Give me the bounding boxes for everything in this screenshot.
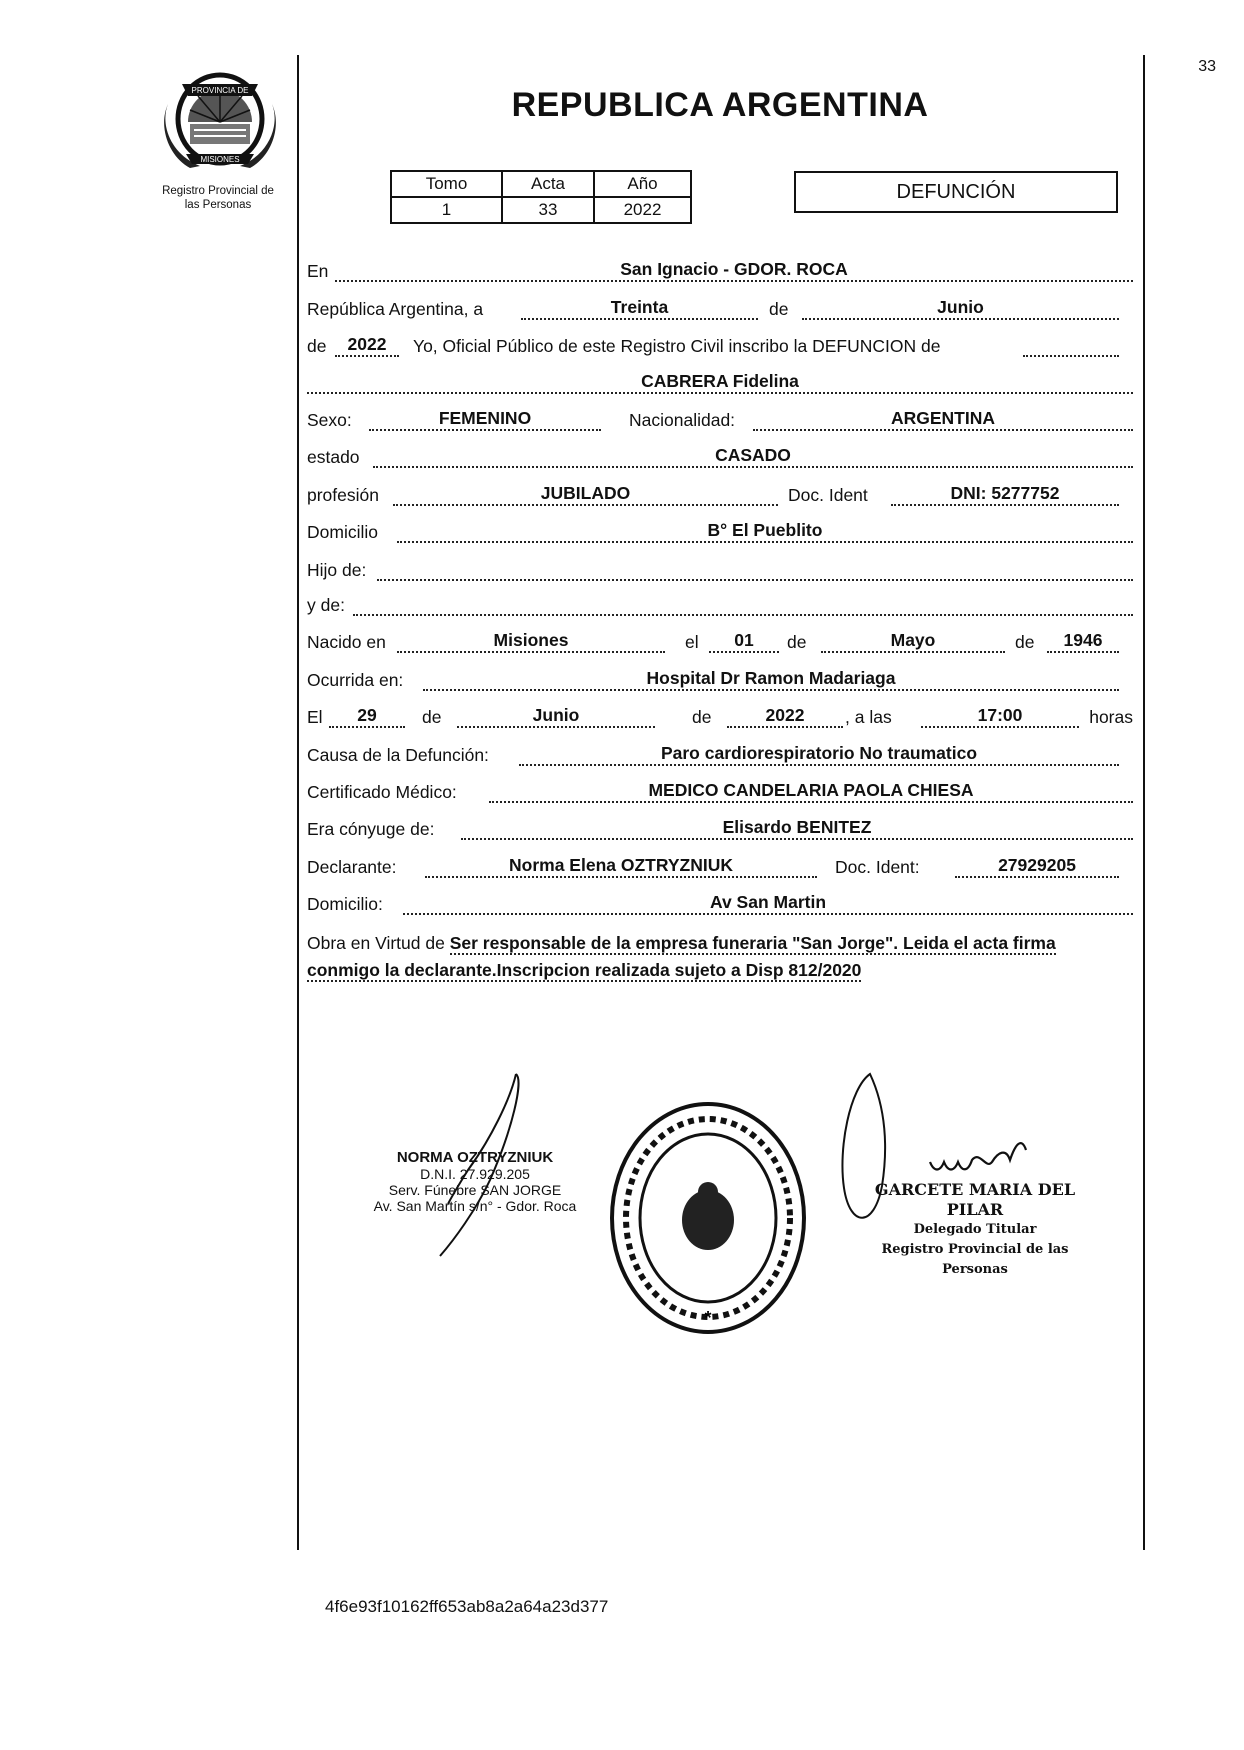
row-domicilio: Domicilio B° El Pueblito xyxy=(307,517,1133,547)
registro-label: Registro Provincial de las Personas xyxy=(162,185,274,211)
left-margin-line xyxy=(297,55,299,1550)
row-hijo: Hijo de: xyxy=(307,555,1133,585)
def-anio-value: 2022 xyxy=(765,705,805,725)
obra-en-virtud: Obra en Virtud de Ser responsable de la empresa funeraria "San Jorge". Leida el acta firma conmigo la declarante.Inscripcion realizada sujeto a Disp 812/2020 xyxy=(307,933,1056,980)
page-number: 33 xyxy=(1198,58,1216,75)
row-nacido: Nacido en Misiones el 01 de Mayo de 1946 xyxy=(307,627,1133,657)
profesion-value: JUBILADO xyxy=(540,483,631,503)
declarante-value: Norma Elena OZTRYZNIUK xyxy=(509,855,733,875)
row-certificado: Certificado Médico: MEDICO CANDELARIA PAOLA CHIESA xyxy=(307,777,1133,807)
official-stamp: GARCETE MARIA DEL PILAR Delegado Titular Registro Provincial de las Personas xyxy=(874,1180,1076,1277)
row-yde: y de: xyxy=(307,590,1133,620)
doc-type-box: DEFUNCIÓN xyxy=(794,171,1118,213)
def-mes-value: Junio xyxy=(532,705,580,725)
declarante-doc-value: 27929205 xyxy=(998,855,1076,875)
row-sexo: Sexo: FEMENINO Nacionalidad: ARGENTINA xyxy=(307,405,1133,435)
nac-dia-value: 01 xyxy=(734,630,754,650)
nac-mes-value: Mayo xyxy=(890,630,936,650)
row-fecha-defuncion: El 29 de Junio de 2022 , a las 17:00 horas xyxy=(307,705,1133,727)
page-title: REPUBLICA ARGENTINA xyxy=(511,86,929,124)
row-domicilio-declarante: Domicilio: Av San Martin xyxy=(307,889,1133,919)
header-tomo: Tomo xyxy=(391,171,502,197)
ocurrida-value: Hospital Dr Ramon Madariaga xyxy=(646,668,896,688)
row-conyuge: Era cónyuge de: Elisardo BENITEZ xyxy=(307,814,1133,844)
logo-text-top: PROVINCIA DE xyxy=(191,86,249,95)
value-acta: 33 xyxy=(502,197,594,223)
causa-value: Paro cardiorespiratorio No traumatico xyxy=(660,743,978,763)
mes-value: Junio xyxy=(937,297,984,317)
value-tomo: 1 xyxy=(391,197,502,223)
header-anio: Año xyxy=(594,171,691,197)
row-en: En San Ignacio - GDOR. ROCA xyxy=(307,256,1133,286)
nombre-value: CABRERA Fidelina xyxy=(641,371,799,391)
nacido-value: Misiones xyxy=(493,630,569,650)
sexo-value: FEMENINO xyxy=(438,408,532,428)
header-acta: Acta xyxy=(502,171,594,197)
row-ocurrida: Ocurrida en: Hospital Dr Ramon Madariaga xyxy=(307,665,1133,695)
row-declarante: Declarante: Norma Elena OZTRYZNIUK Doc. Ident: 27929205 xyxy=(307,852,1133,882)
document-hash: 4f6e93f10162ff653ab8a2a64a23d377 xyxy=(325,1597,609,1616)
dia-value: Treinta xyxy=(610,297,669,317)
nacionalidad-value: ARGENTINA xyxy=(890,408,996,428)
declarante-signature xyxy=(420,1070,540,1260)
nac-anio-value: 1946 xyxy=(1063,630,1103,650)
declarante-stamp: NORMA OZTRYZNIUK D.N.I. 27.929.205 Serv. Fúnebre SAN JORGE Av. San Martín s/n° - Gdor. Roca xyxy=(373,1149,577,1214)
record-table xyxy=(390,170,692,224)
domicilio-value: B° El Pueblito xyxy=(707,520,823,540)
def-dia-value: 29 xyxy=(357,705,377,725)
row-anio-yo: de 2022 Yo, Oficial Público de este Registro Civil inscribo la DEFUNCION de xyxy=(307,331,1133,361)
lugar-value: San Ignacio - GDOR. ROCA xyxy=(620,259,848,279)
escudo-provincia-misiones-icon xyxy=(160,64,280,174)
value-anio: 2022 xyxy=(594,197,691,223)
domicilio-declarante-value: Av San Martin xyxy=(709,892,827,912)
obra-value: Ser responsable de la empresa funeraria "San Jorge". Leida el acta firma conmigo la declarante.Inscripcion realizada sujeto a Disp 812/2020 xyxy=(307,933,1056,980)
row-republica: República Argentina, a Treinta de Junio xyxy=(307,294,1133,324)
logo-text-bottom: MISIONES xyxy=(200,155,240,164)
svg-text:*: * xyxy=(704,1308,712,1328)
row-profesion: profesión JUBILADO Doc. Ident DNI: 5277752 xyxy=(307,480,1133,510)
right-margin-line xyxy=(1143,55,1145,1550)
anio-value: 2022 xyxy=(347,334,387,354)
certificado-value: MEDICO CANDELARIA PAOLA CHIESA xyxy=(648,780,974,800)
registry-seal-icon xyxy=(608,1098,808,1338)
row-causa: Causa de la Defunción: Paro cardiorespiratorio No traumatico xyxy=(307,740,1133,770)
estado-value: CASADO xyxy=(715,445,791,465)
conyuge-value: Elisardo BENITEZ xyxy=(722,817,872,837)
doc-ident-value: DNI: 5277752 xyxy=(950,483,1060,503)
row-estado: estado CASADO xyxy=(307,442,1133,472)
hora-value: 17:00 xyxy=(977,705,1023,725)
row-nombre xyxy=(307,368,1133,398)
